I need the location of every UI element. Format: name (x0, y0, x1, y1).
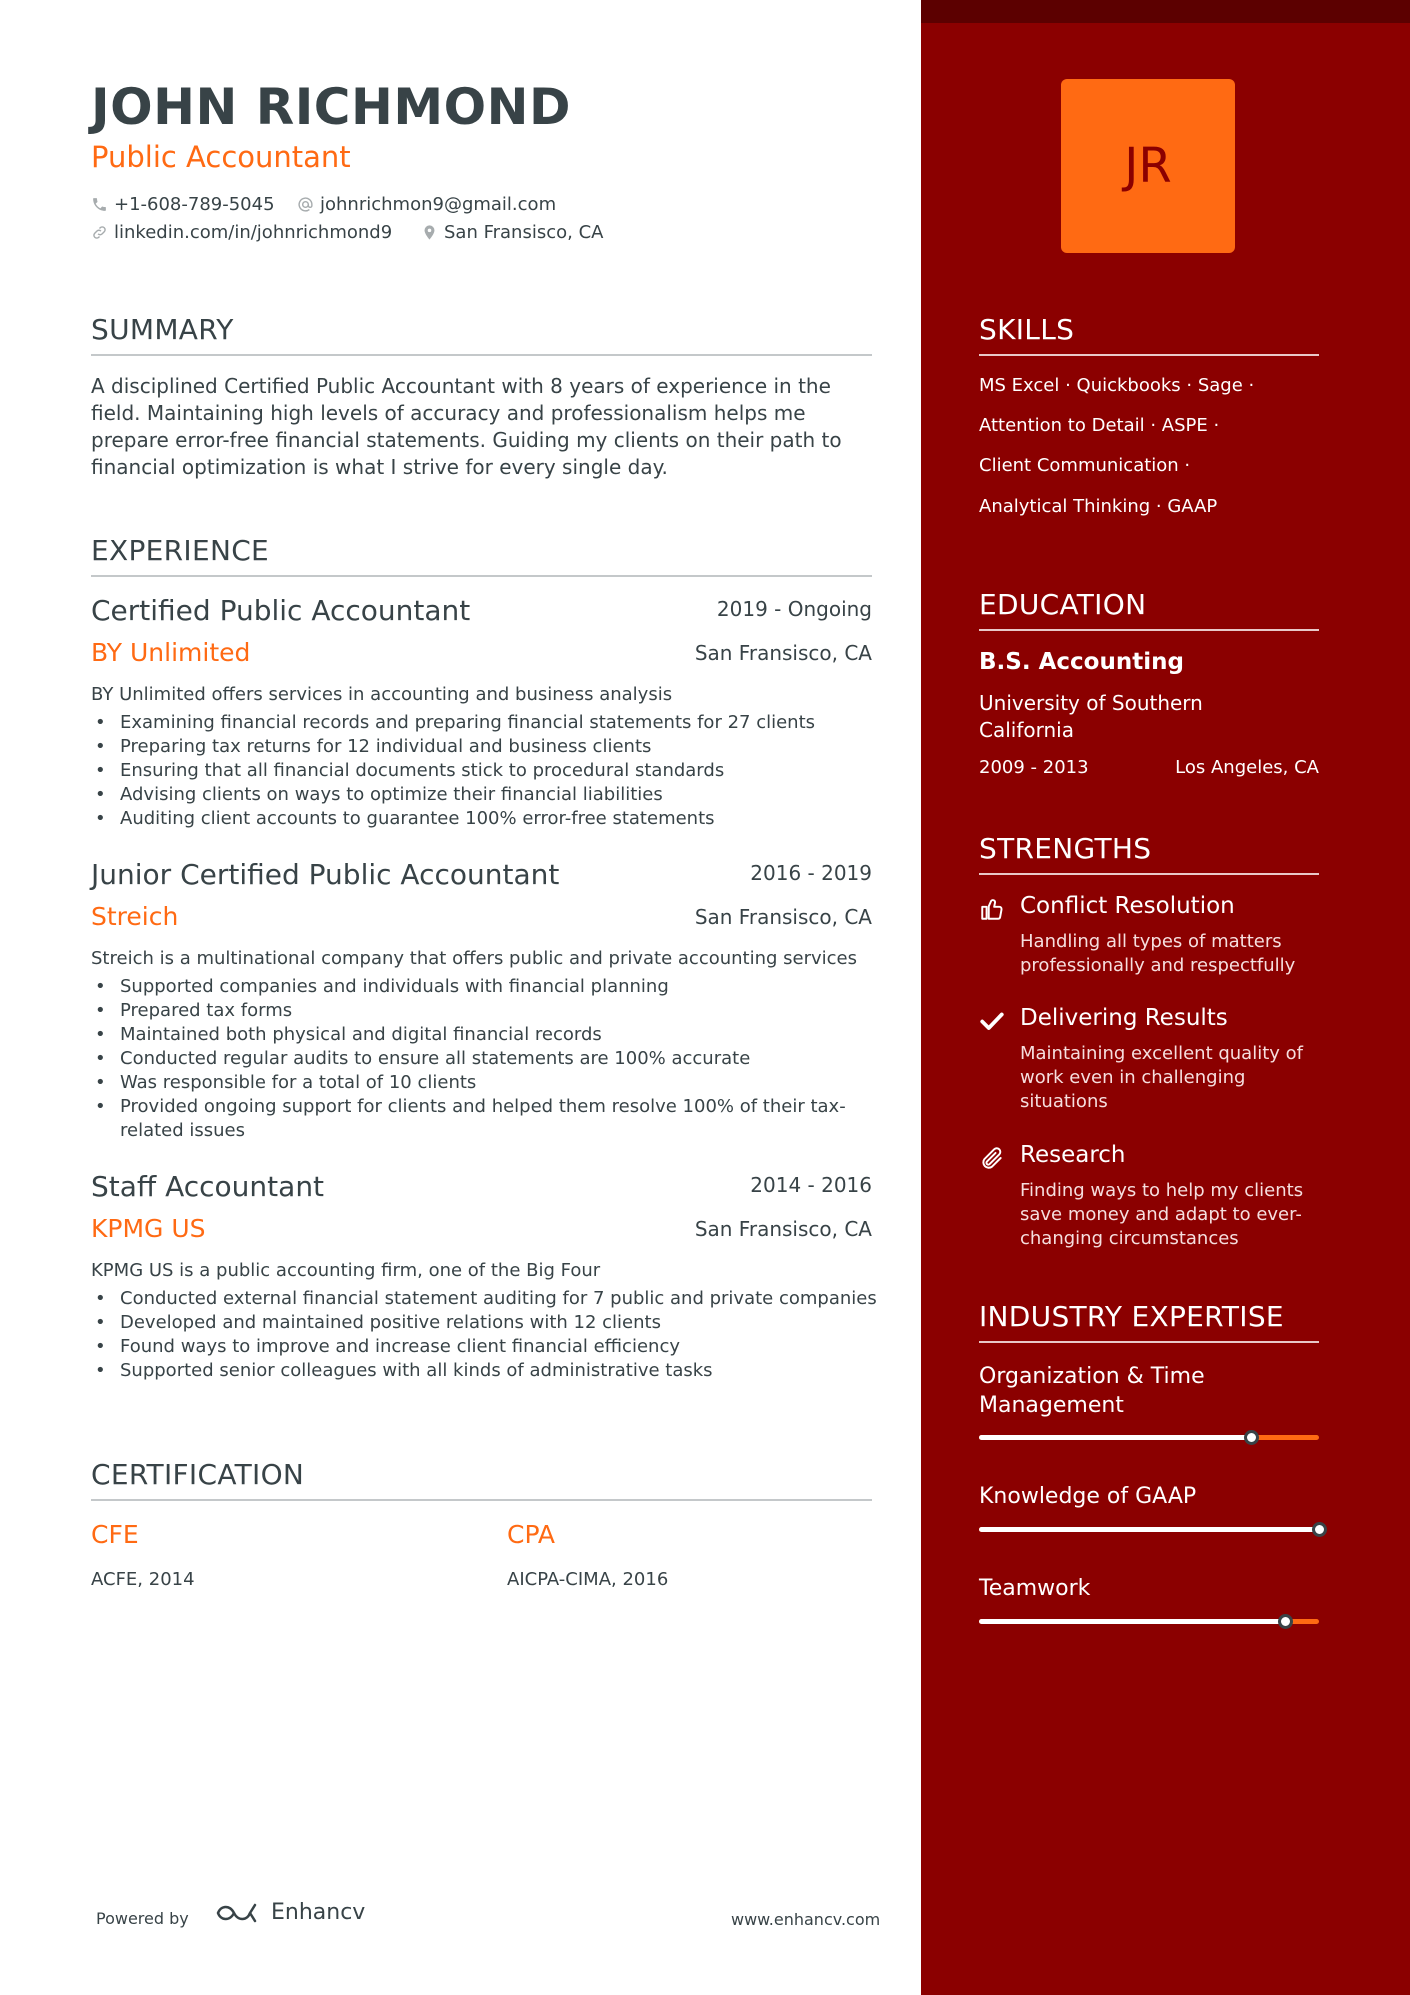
expertise-label: Organization & Time Management (979, 1364, 1205, 1418)
job-title: Junior Certified Public Accountant (91, 858, 560, 891)
location-text: San Fransisco, CA (444, 222, 604, 243)
strength-description: Handling all types of matters professionally and respectfully (1020, 931, 1296, 976)
expertise-bar-knob (1312, 1522, 1327, 1537)
job-company[interactable]: BY Unlimited (91, 638, 251, 667)
skills-line: MS Excel · Quickbooks · Sage · (979, 375, 1255, 396)
expertise-bar-knob (1244, 1430, 1259, 1445)
contact-email[interactable] (297, 194, 556, 215)
thumbs-up-icon (979, 896, 1005, 922)
job-bullet: • Found ways to improve and increase client financial efficiency (91, 1335, 881, 1359)
linkedin-text: linkedin.com/in/johnrichmond9 (114, 222, 393, 243)
cert-issuer: AICPA-CIMA, 2016 (507, 1569, 669, 1590)
expertise-bar-fill (979, 1619, 1285, 1624)
certification-heading: CERTIFICATION (91, 1458, 872, 1501)
job-description: Streich is a multinational company that offers public and private accounting services (91, 948, 858, 969)
contact-location (421, 222, 603, 243)
job-location: San Fransisco, CA (694, 641, 872, 665)
job-bullet: • Provided ongoing support for clients and helped them resolve 100% of their tax-related issues (91, 1095, 881, 1143)
job-bullet: • Conducted external financial statement auditing for 7 public and private companies (91, 1287, 881, 1311)
experience-heading: EXPERIENCE (91, 534, 872, 577)
job-bullets (91, 711, 881, 831)
job-bullet: • Advising clients on ways to optimize their financial liabilities (91, 783, 881, 807)
strength-title: Conflict Resolution (1020, 893, 1235, 919)
skills-heading: SKILLS (979, 313, 1319, 356)
cert-name: CPA (507, 1520, 556, 1549)
job-bullet: • Supported senior colleagues with all kinds of administrative tasks (91, 1359, 881, 1383)
enhancv-logo[interactable] (215, 1900, 365, 1925)
job-bullet: • Maintained both physical and digital financial records (91, 1023, 881, 1047)
skills-line: Attention to Detail · ASPE · (979, 415, 1220, 436)
candidate-title: Public Accountant (91, 140, 351, 174)
strength-title: Research (1020, 1142, 1126, 1168)
expertise-bar (979, 1619, 1319, 1624)
enhancv-logo-icon (215, 1902, 263, 1924)
expertise-bar-fill (979, 1435, 1251, 1440)
expertise-bar (979, 1435, 1319, 1440)
job-dates: 2016 - 2019 (750, 861, 872, 885)
job-bullet: • Preparing tax returns for 12 individual and business clients (91, 735, 881, 759)
strength-description: Finding ways to help my clients save money and adapt to ever-changing circumstances (1020, 1180, 1304, 1249)
education-degree: B.S. Accounting (979, 649, 1184, 675)
contact-linkedin[interactable] (91, 222, 392, 243)
education-years: 2009 - 2013 (979, 757, 1089, 778)
paperclip-icon (979, 1145, 1005, 1171)
avatar: JR (1061, 79, 1235, 253)
job-location: San Fransisco, CA (694, 905, 872, 929)
job-bullet: • Developed and maintained positive relations with 12 clients (91, 1311, 881, 1335)
at-icon (297, 196, 314, 213)
expertise-label: Teamwork (979, 1576, 1091, 1601)
summary-text: A disciplined Certified Public Accountant with 8 years of experience in the field. Maintaining high levels of accuracy and professionalism helps me prepare error-free financial statements. Guiding my clients on their path to financial optimization is what I strive for every single day. (91, 374, 842, 479)
expertise-heading: INDUSTRY EXPERTISE (979, 1300, 1319, 1343)
job-bullet: • Auditing client accounts to guarantee 100% error-free statements (91, 807, 881, 831)
expertise-bar (979, 1527, 1319, 1532)
location-pin-icon (421, 224, 438, 241)
job-company[interactable]: KPMG US (91, 1214, 206, 1243)
link-icon (91, 224, 108, 241)
phone-text: +1-608-789-5045 (114, 194, 275, 215)
job-description: KPMG US is a public accounting firm, one of the Big Four (91, 1260, 601, 1281)
cert-issuer: ACFE, 2014 (91, 1569, 195, 1590)
cert-name: CFE (91, 1520, 139, 1549)
skills-line: Client Communication · (979, 455, 1191, 476)
sidebar (921, 0, 1410, 1995)
strengths-heading: STRENGTHS (979, 832, 1319, 875)
job-location: San Fransisco, CA (694, 1217, 872, 1241)
job-description: BY Unlimited offers services in accounting and business analysis (91, 684, 673, 705)
strength-title: Delivering Results (1020, 1005, 1228, 1031)
education-heading: EDUCATION (979, 588, 1319, 631)
expertise-label: Knowledge of GAAP (979, 1484, 1197, 1509)
strength-description: Maintaining excellent quality of work even in challenging situations (1020, 1043, 1303, 1112)
expertise-bar-knob (1278, 1614, 1293, 1629)
enhancv-brand: Enhancv (271, 1900, 366, 1925)
expertise-bar-fill (979, 1527, 1319, 1532)
job-bullet: • Ensuring that all financial documents stick to procedural standards (91, 759, 881, 783)
education-location: Los Angeles, CA (1175, 757, 1319, 778)
checkmark-icon (979, 1008, 1005, 1034)
education-school: University of Southern California (979, 691, 1203, 742)
footer-url[interactable]: www.enhancv.com (731, 1910, 881, 1929)
job-title: Certified Public Accountant (91, 594, 471, 627)
job-bullet: • Prepared tax forms (91, 999, 881, 1023)
job-bullet: • Conducted regular audits to ensure all statements are 100% accurate (91, 1047, 881, 1071)
candidate-name: JOHN RICHMOND (91, 78, 571, 136)
job-dates: 2014 - 2016 (750, 1173, 872, 1197)
powered-by-label: Powered by (96, 1909, 189, 1928)
job-company[interactable]: Streich (91, 902, 179, 931)
job-dates: 2019 - Ongoing (716, 597, 872, 621)
phone-icon (91, 196, 108, 213)
job-bullet: • Examining financial records and preparing financial statements for 27 clients (91, 711, 881, 735)
email-text: johnrichmon9@gmail.com (320, 194, 557, 215)
job-title: Staff Accountant (91, 1170, 325, 1203)
summary-heading: SUMMARY (91, 313, 872, 356)
job-bullet: • Supported companies and individuals with financial planning (91, 975, 881, 999)
contact-phone[interactable] (91, 194, 275, 215)
job-bullets (91, 1287, 881, 1383)
sidebar-top-band (921, 0, 1410, 23)
skills-line: Analytical Thinking · GAAP (979, 496, 1218, 517)
job-bullets (91, 975, 881, 1143)
job-bullet: • Was responsible for a total of 10 clients (91, 1071, 881, 1095)
